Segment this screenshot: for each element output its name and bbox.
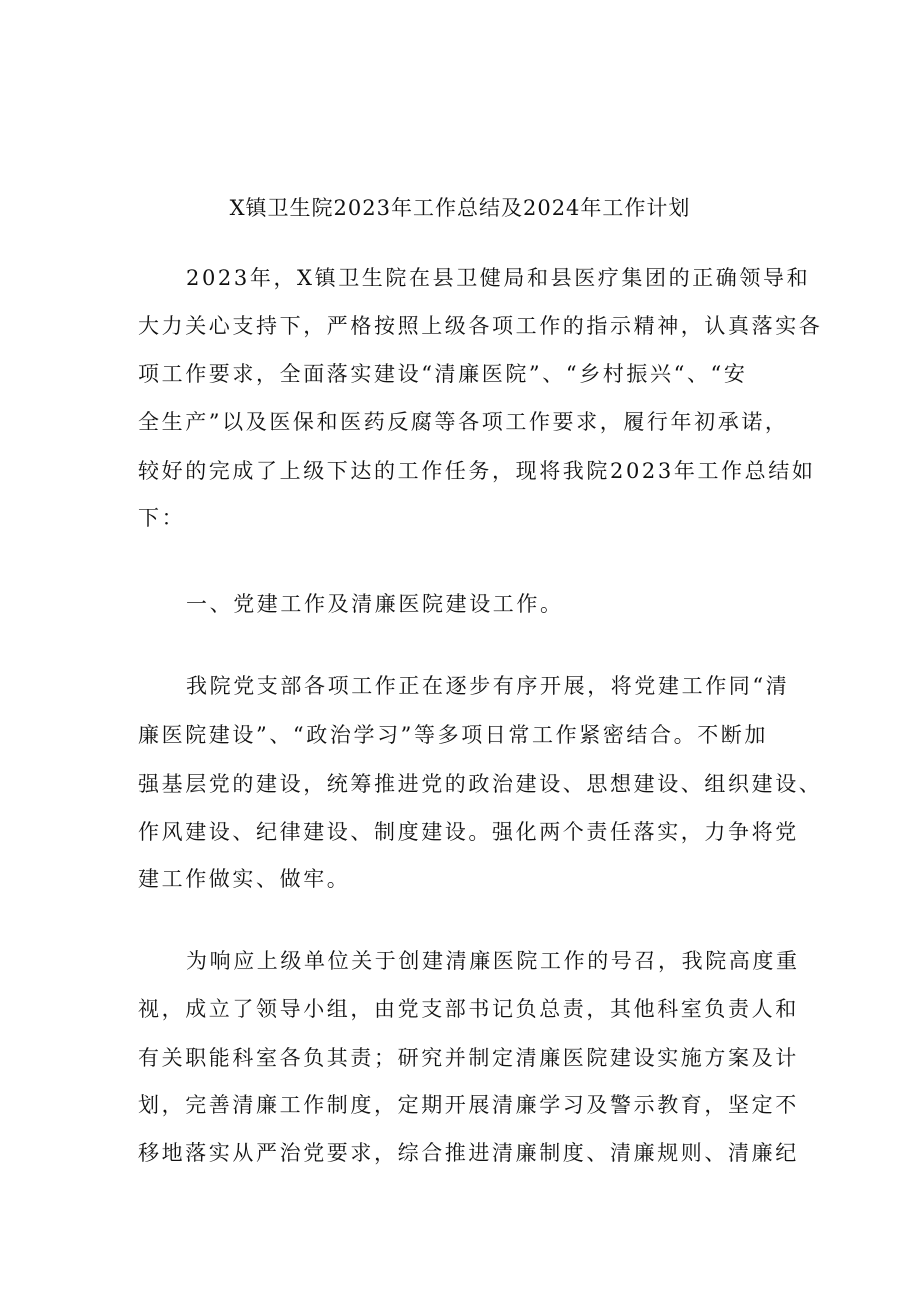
paragraph-2-line-1: 我院党支部各项工作正在逐步有序开展，将党建工作同“清 xyxy=(186,674,790,698)
paragraph-1-line-6: 下： xyxy=(138,506,186,530)
paragraph-1-line-2: 大力关心支持下，严格按照上级各项工作的指示精神，认真落实各 xyxy=(138,314,823,338)
paragraph-3-line-1: 为响应上级单位关于创建清廉医院工作的号召，我院高度重 xyxy=(186,949,800,973)
paragraph-2-line-2: 廉医院建设”、“政治学习”等多项日常工作紧密结合。不断加 xyxy=(138,723,769,747)
paragraph-2-line-4: 作风建设、纪律建设、制度建设。强化两个责任落实，力争将党 xyxy=(138,820,799,844)
document-title: X镇卫生院2023年工作总结及2024年工作计划 xyxy=(229,196,691,220)
paragraph-1-line-3: 项工作要求，全面落实建设“清廉医院”、“乡村振兴“、“安 xyxy=(138,362,748,386)
paragraph-3-line-5: 移地落实从严治党要求，综合推进清廉制度、清廉规则、清廉纪 xyxy=(138,1141,799,1165)
paragraph-1-line-1: 2023年，X镇卫生院在县卫健局和县医疗集团的正确领导和 xyxy=(186,266,811,290)
paragraph-2-line-5: 建工作做实、做牢。 xyxy=(138,867,351,891)
paragraph-1-line-4: 全生产”以及医保和医药反腐等各项工作要求，履行年初承诺， xyxy=(138,410,789,434)
paragraph-3-line-2: 视，成立了领导小组，由党支部书记负总责，其他科室负责人和 xyxy=(138,997,799,1021)
paragraph-1-line-5: 较好的完成了上级下达的工作任务，现将我院2023年工作总结如 xyxy=(138,459,816,483)
paragraph-3-line-4: 划，完善清廉工作制度，定期开展清廉学习及警示教育，坚定不 xyxy=(138,1093,799,1117)
paragraph-3-line-3: 有关职能科室各负其责；研究并制定清廉医院建设实施方案及计 xyxy=(138,1046,799,1070)
paragraph-2-line-3: 强基层党的建设，统筹推进党的政治建设、思想建设、组织建设、 xyxy=(138,772,823,796)
section-heading: 一、党建工作及清廉医院建设工作。 xyxy=(186,592,564,616)
